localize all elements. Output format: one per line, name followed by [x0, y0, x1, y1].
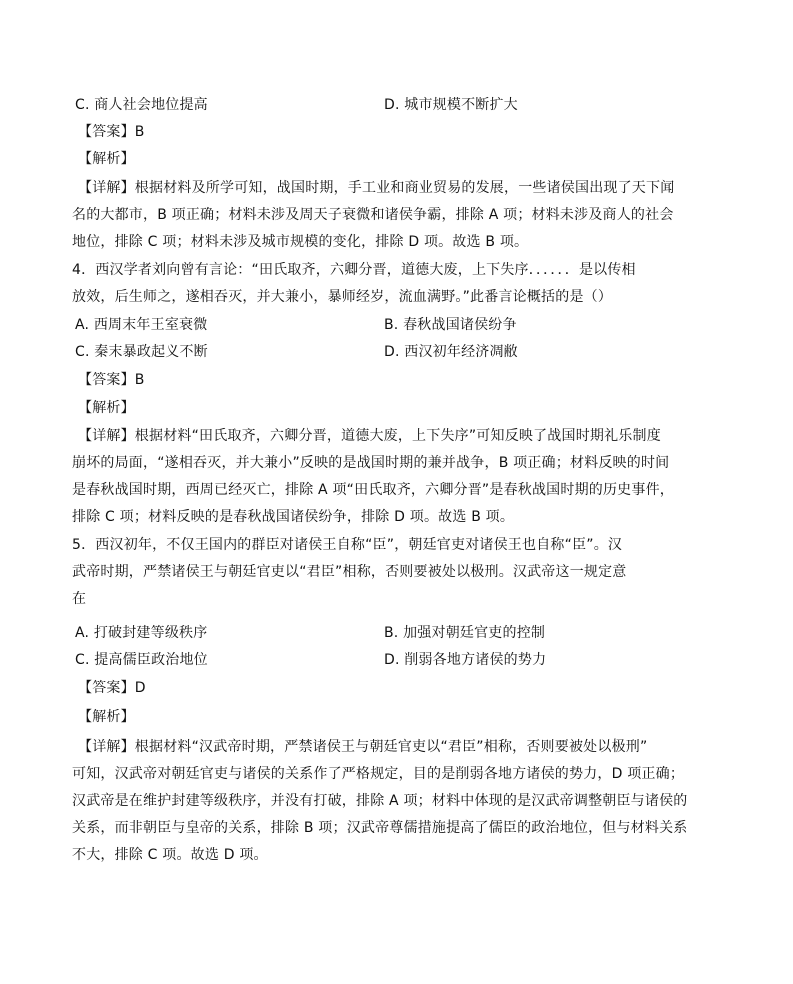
- q5-detail-line: 汉武帝是在维护封建等级秩序，并没有打破，排除 A 项；材料中体现的是汉武帝调整朝臣与诸侯的: [72, 793, 688, 809]
- q5-option-a: A. 打破封建等级秩序: [75, 625, 208, 641]
- q4-option-d: D. 西汉初年经济凋敝: [384, 344, 518, 360]
- q4-stem-line: 放效，后生师之，遂相吞灭，并大兼小，暴师经岁，流血满野。”此番言论概括的是（）: [72, 289, 613, 305]
- q5-option-b: B. 加强对朝廷官吏的控制: [384, 625, 546, 641]
- q5-detail-line: 【详解】根据材料“汉武帝时期，严禁诸侯王与朝廷官吏以“君臣”相称，否则要被处以极刑”: [78, 739, 648, 755]
- q4-option-a: A. 西周末年王室衰微: [75, 317, 208, 333]
- q3-option-d: D. 城市规模不断扩大: [384, 97, 518, 113]
- q5-stem-line: 5．西汉初年，不仅王国内的群臣对诸侯王自称“臣”，朝廷官吏对诸侯王也自称“臣”。汉: [72, 537, 623, 553]
- q4-analysis-label: 【解析】: [78, 400, 135, 416]
- q3-detail-line: 名的大都市，B 项正确；材料未涉及周天子衰微和诸侯争霸，排除 A 项；材料未涉及商人的社会: [72, 207, 674, 223]
- q5-stem-line: 在: [72, 591, 87, 607]
- q4-detail-line: 是春秋战国时期，西周已经灭亡，排除 A 项“田氏取齐，六卿分晋”是春秋战国时期的历史事件，: [72, 482, 674, 498]
- q5-option-c: C. 提高儒臣政治地位: [75, 652, 208, 668]
- q4-detail-line: 排除 C 项；材料反映的是春秋战国诸侯纷争，排除 D 项。故选 B 项。: [72, 509, 515, 525]
- q4-stem-line: 4．西汉学者刘向曾有言论：“田氏取齐，六卿分晋，道德大废，上下失序．．．．．．是以传相: [72, 262, 636, 278]
- q4-detail-line: 崩坏的局面，“遂相吞灭，并大兼小”反映的是战国时期的兼并战争，B 项正确；材料反映的时间: [72, 455, 670, 471]
- q3-detail-line: 地位，排除 C 项；材料未涉及城市规模的变化，排除 D 项。故选 B 项。: [72, 234, 529, 250]
- q3-option-c: C. 商人社会地位提高: [75, 97, 208, 113]
- q4-option-b: B. 春秋战国诸侯纷争: [384, 317, 517, 333]
- q5-answer: 【答案】D: [78, 680, 146, 696]
- q3-detail-line: 【详解】根据材料及所学可知，战国时期，手工业和商业贸易的发展，一些诸侯国出现了天下闻: [78, 180, 675, 196]
- q5-detail-line: 可知，汉武帝对朝廷官吏与诸侯的关系作了严格规定，目的是削弱各地方诸侯的势力，D 项正确；: [72, 766, 685, 782]
- q5-stem-line: 武帝时期，严禁诸侯王与朝廷官吏以“君臣”相称，否则要被处以极刑。汉武帝这一规定意: [72, 564, 627, 580]
- q4-answer: 【答案】B: [78, 372, 145, 388]
- q4-option-c: C. 秦末暴政起义不断: [75, 344, 208, 360]
- q3-analysis-label: 【解析】: [78, 151, 135, 167]
- q4-detail-line: 【详解】根据材料“田氏取齐，六卿分晋，道德大废，上下失序”可知反映了战国时期礼乐制度: [78, 428, 661, 444]
- q5-detail-line: 关系，而非朝臣与皇帝的关系，排除 B 项；汉武帝尊儒措施提高了儒臣的政治地位，但与材料关系: [72, 820, 688, 836]
- q5-analysis-label: 【解析】: [78, 709, 135, 725]
- q5-detail-line: 不大，排除 C 项。故选 D 项。: [72, 847, 268, 863]
- q5-option-d: D. 削弱各地方诸侯的势力: [384, 652, 547, 668]
- q3-answer: 【答案】B: [78, 124, 145, 140]
